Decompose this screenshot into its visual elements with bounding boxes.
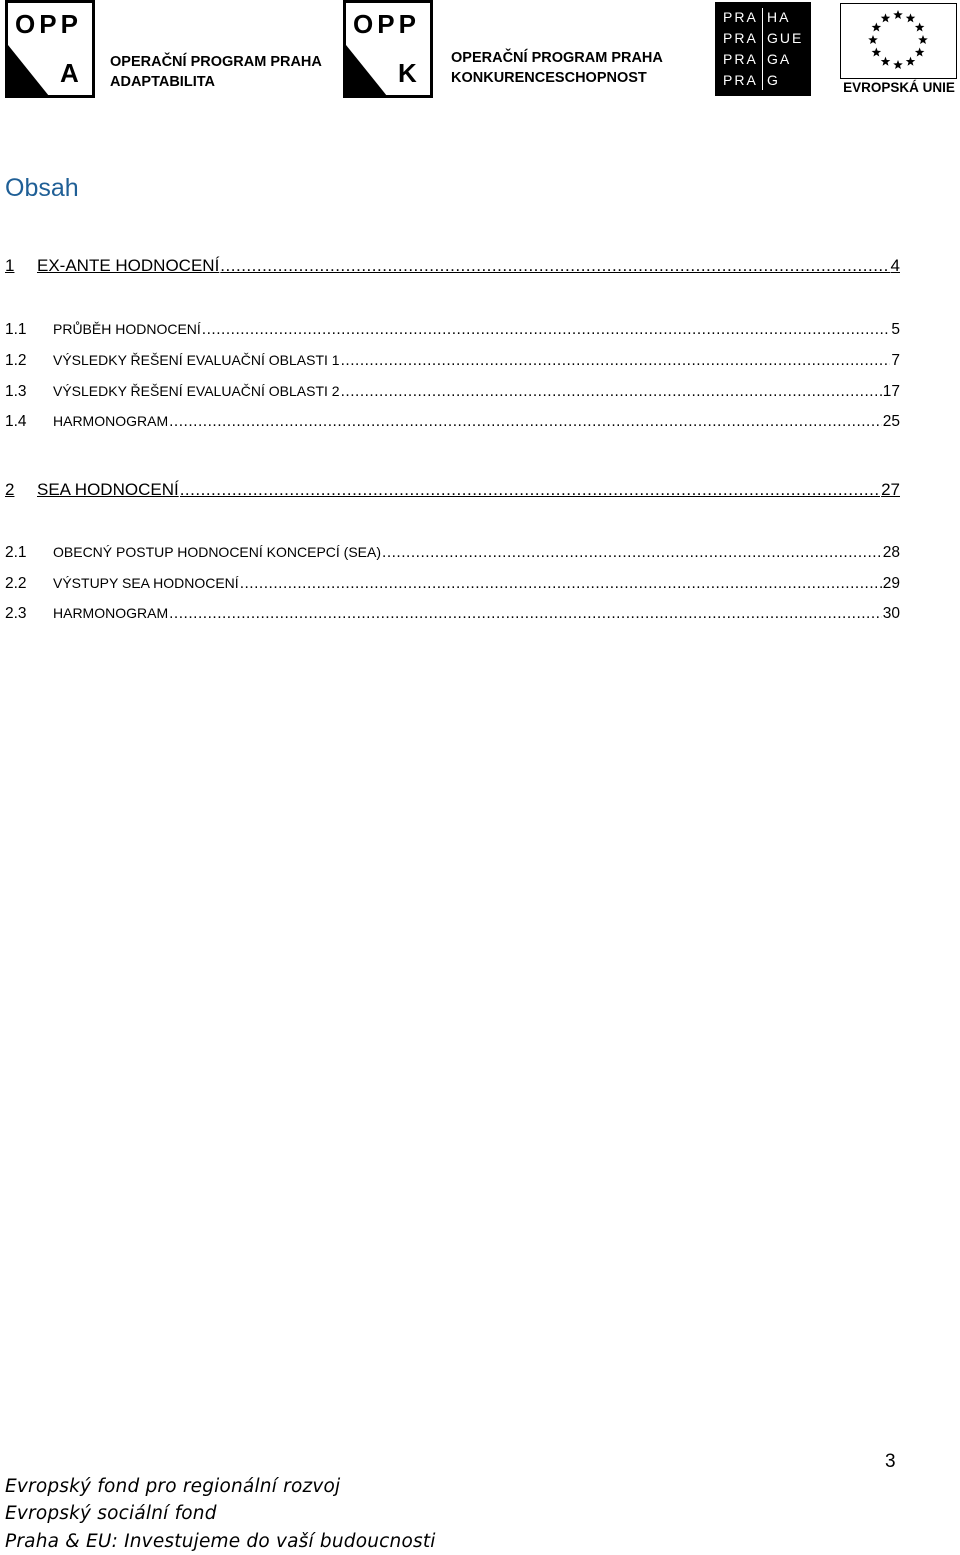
toc-entry-label: HARMONOGRAM (53, 413, 169, 429)
toc-dot-leader (169, 413, 882, 429)
eu-star-icon (906, 13, 916, 22)
praha-logo (715, 2, 811, 96)
praha-right-1: HA (767, 9, 791, 25)
toc-entry-page: 5 (891, 321, 900, 338)
praha-right-2: GUE (767, 30, 804, 46)
opp-k-name-line2: KONKURENCESCHOPNOST (451, 70, 647, 86)
praha-right-4: G (767, 72, 780, 88)
opp-a-logo-mark (5, 0, 95, 98)
praha-left-4: PRA (723, 72, 758, 88)
toc-dot-leader (341, 352, 891, 368)
opp-a-name-line1: OPERAČNÍ PROGRAM PRAHA (110, 54, 322, 70)
eu-star-icon (893, 10, 903, 19)
toc-entry-number: 2 (5, 480, 15, 499)
toc-entry-label: PRŮBĚH HODNOCENÍ (53, 321, 201, 337)
footer-line-3: Praha & EU: Investujeme do vaší budoucnosti (5, 1531, 436, 1552)
toc-entry-1-1[interactable] (5, 321, 900, 339)
toc-entry-page: 29 (882, 575, 900, 592)
toc-entry-page: 4 (890, 256, 900, 275)
toc-entry-1-4[interactable] (5, 413, 900, 431)
eu-star-icon (918, 35, 928, 44)
toc-entry-page: 28 (882, 544, 900, 561)
eu-star-icon (881, 13, 891, 22)
opp-k-name (451, 48, 663, 88)
toc-title: Obsah (5, 174, 79, 202)
toc-entry-2-2[interactable] (5, 575, 900, 593)
opp-k-letter: K (398, 58, 417, 88)
eu-caption: EVROPSKÁ UNIE (843, 80, 955, 95)
toc-entry-number: 2.2 (5, 575, 27, 592)
eu-star-icon (915, 23, 925, 32)
toc-entry-2-1[interactable] (5, 544, 900, 562)
page-number: 3 (885, 1451, 896, 1472)
toc-entry-page: 25 (882, 413, 900, 430)
eu-flag-icon (840, 3, 957, 79)
toc-entry-number: 1 (5, 256, 15, 275)
toc-entry-number: 2.3 (5, 605, 27, 622)
toc-entry-2-3[interactable] (5, 605, 900, 623)
opp-a-name-line2: ADAPTABILITA (110, 74, 215, 90)
eu-star-icon (872, 23, 882, 32)
toc-entry-number: 1.1 (5, 321, 27, 338)
toc-dot-leader (240, 575, 882, 591)
toc-dot-leader (341, 383, 882, 399)
praha-right-3: GA (767, 51, 792, 67)
toc-entry-label: VÝSLEDKY ŘEŠENÍ EVALUAČNÍ OBLASTI 2 (53, 383, 340, 399)
toc-entry-2[interactable] (5, 480, 900, 500)
eu-star-icon (893, 60, 903, 69)
toc-entry-number: 1.3 (5, 383, 27, 400)
eu-star-icon (872, 48, 882, 57)
toc-entry-1-3[interactable] (5, 383, 900, 401)
footer-line-1: Evropský fond pro regionální rozvoj (5, 1476, 341, 1497)
opp-a-name (110, 52, 322, 92)
toc-entry-label: SEA HODNOCENÍ (37, 480, 179, 499)
toc-entry-label: OBECNÝ POSTUP HODNOCENÍ KONCEPCÍ (SEA) (53, 544, 382, 560)
toc-entry-page: 7 (891, 352, 900, 369)
eu-star-icon (868, 35, 878, 44)
toc-entry-number: 2.1 (5, 544, 27, 561)
footer-line-2: Evropský sociální fond (5, 1503, 217, 1524)
toc-entry-1[interactable] (5, 256, 900, 276)
toc-dot-leader (169, 605, 882, 621)
opp-k-name-line1: OPERAČNÍ PROGRAM PRAHA (451, 50, 663, 66)
praha-left-3: PRA (723, 51, 758, 67)
praha-left-1: PRA (723, 9, 758, 25)
toc-entry-label: VÝSLEDKY ŘEŠENÍ EVALUAČNÍ OBLASTI 1 (53, 352, 340, 368)
toc-dot-leader (220, 256, 889, 273)
toc-dot-leader (180, 480, 880, 497)
praha-left-2: PRA (723, 30, 758, 46)
eu-star-icon (881, 57, 891, 66)
toc-entry-1-2[interactable] (5, 352, 900, 370)
eu-star-icon (915, 48, 925, 57)
opp-a-letter: A (60, 58, 79, 88)
toc-dot-leader (202, 321, 891, 337)
opp-k-logo-mark (343, 0, 433, 98)
praha-logo-divider (762, 8, 763, 90)
eu-star-icon (906, 57, 916, 66)
toc-entry-number: 1.2 (5, 352, 27, 369)
toc-entry-page: 30 (882, 605, 900, 622)
toc-entry-number: 1.4 (5, 413, 27, 430)
opp-k-letters: OPP (353, 9, 420, 39)
toc-entry-label: HARMONOGRAM (53, 605, 169, 621)
toc-entry-label: EX-ANTE HODNOCENÍ (37, 256, 220, 275)
opp-a-letters: OPP (15, 9, 82, 39)
toc-entry-label: VÝSTUPY SEA HODNOCENÍ (53, 575, 239, 591)
toc-dot-leader (382, 544, 882, 560)
toc-entry-page: 27 (881, 480, 900, 499)
toc-entry-page: 17 (882, 383, 900, 400)
eu-stars-icon (841, 4, 955, 77)
